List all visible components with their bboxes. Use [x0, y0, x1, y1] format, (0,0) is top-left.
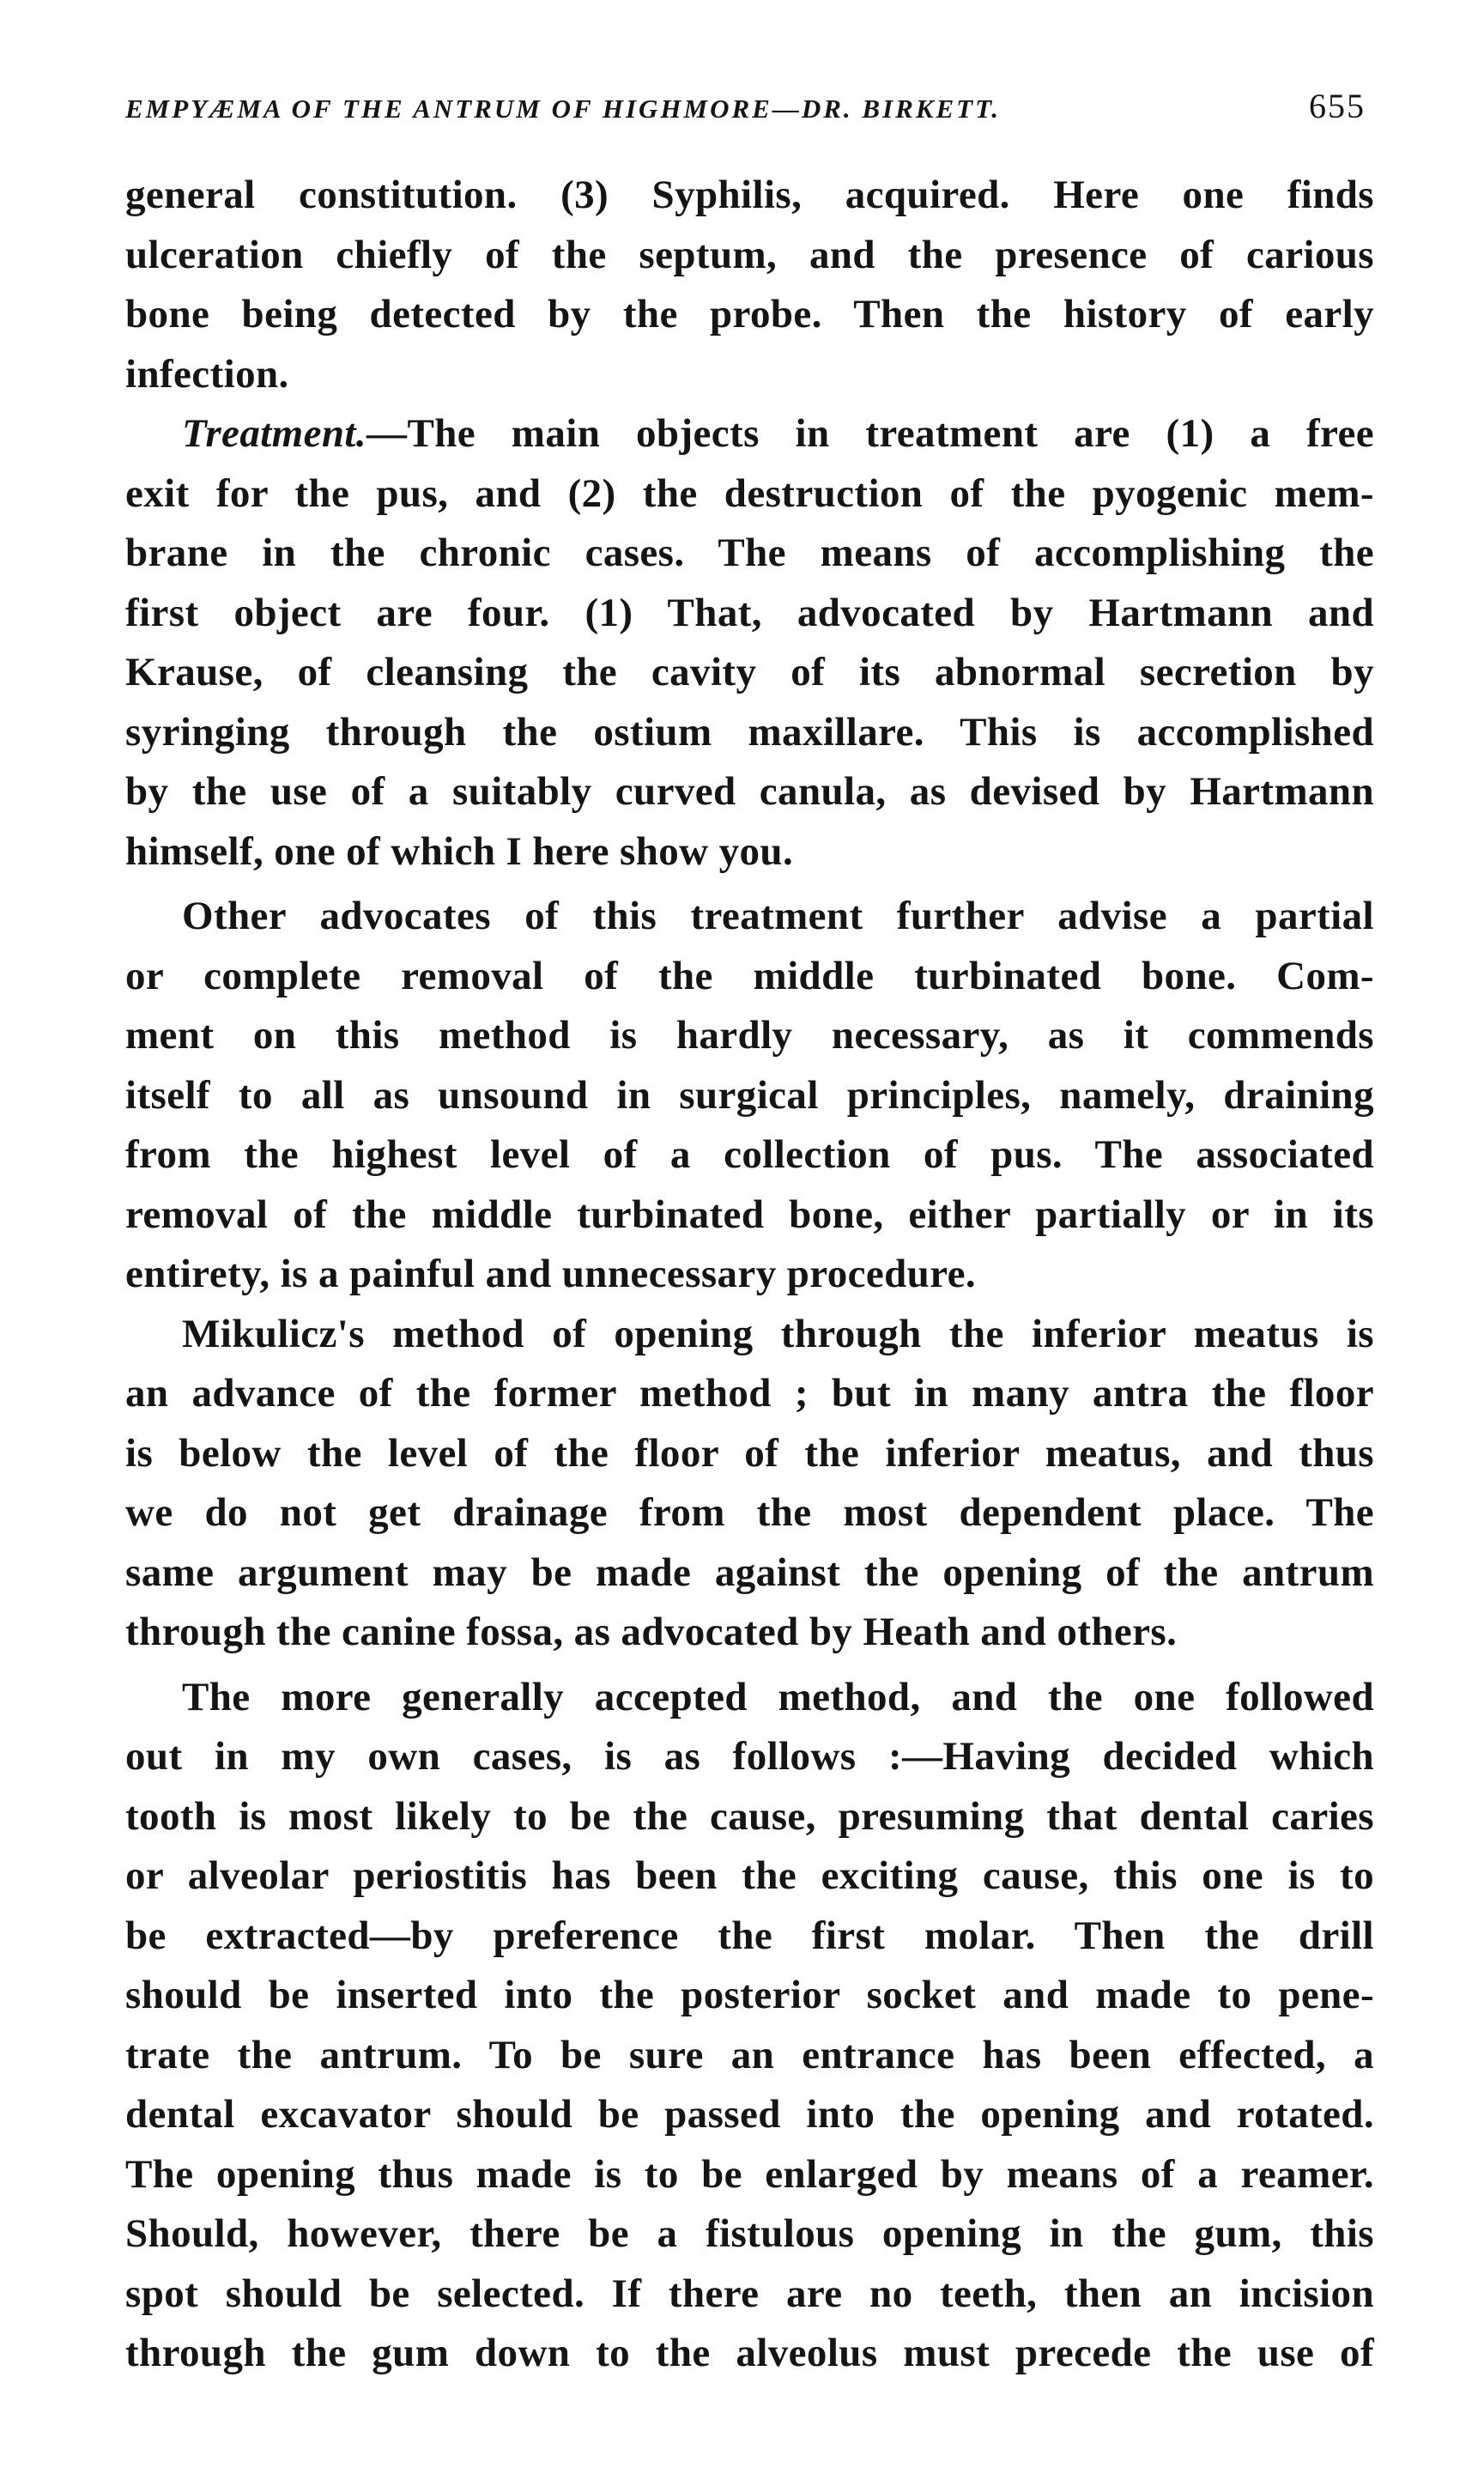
text-line: through the canine fossa, as advocated by Heath and others. — [125, 1610, 1178, 1654]
text-line: The more generally accepted method, and the one followed — [182, 1674, 1374, 1719]
text-line: or complete removal of the middle turbinated bone. Com- — [125, 953, 1374, 998]
text-line: bone being detected by the probe. Then the history of early — [125, 292, 1374, 337]
text-line: ulceration chiefly of the septum, and the presence of carious — [125, 232, 1374, 277]
page-number: 655 — [1309, 87, 1366, 125]
paragraph-3 — [125, 887, 1374, 1305]
text-line: Mikulicz's method of opening through the inferior meatus is — [182, 1311, 1374, 1356]
text-line: The opening thus made is to be enlarged by means of a reamer. — [125, 2151, 1374, 2197]
text-line: is below the level of the floor of the inferior meatus, and thus — [125, 1430, 1374, 1476]
text-line — [125, 404, 1374, 464]
text-line: or alveolar periostitis has been the exciting cause, this one is to — [125, 1853, 1374, 1898]
text-line: spot should be selected. If there are no teeth, then an incision — [125, 2271, 1374, 2316]
text-line: dental excavator should be passed into the opening and rotated. — [125, 2092, 1374, 2137]
text-line: out in my own cases, is as follows :—Having decided which — [125, 1734, 1374, 1779]
text-line: Other advocates of this treatment further advise a partial — [182, 894, 1374, 938]
text-line: general constitution. (3) Syphilis, acquired. Here one finds — [125, 173, 1374, 217]
text-line: we do not get drainage from the most dependent place. The — [125, 1490, 1374, 1535]
text-line: removal of the middle turbinated bone, either partially or in its — [125, 1192, 1374, 1237]
text-line: Should, however, there be a fistulous opening in the gum, this — [125, 2211, 1374, 2256]
treatment-heading: Treatment. — [182, 411, 367, 456]
text-line: exit for the pus, and (2) the destruction of the pyogenic mem- — [125, 470, 1374, 516]
paragraph-2 — [125, 404, 1374, 882]
text-line: through the gum down to the alveolus must precede the use of — [125, 2331, 1374, 2375]
text-line: from the highest level of a collection of pus. The associated — [125, 1132, 1374, 1177]
text-line: tooth is most likely to be the cause, presuming that dental caries — [125, 1793, 1374, 1839]
paragraph-1 — [125, 166, 1374, 404]
text-line: Krause, of cleansing the cavity of its abnormal secretion by — [125, 650, 1374, 694]
text-line: itself to all as unsound in surgical principles, namely, draining — [125, 1072, 1374, 1118]
text-line: should be inserted into the posterior socket and made to pene- — [125, 1973, 1374, 2017]
text-line: trate the antrum. To be sure an entrance has been effected, a — [125, 2032, 1374, 2077]
text-line: brane in the chronic cases. The means of accomplishing the — [125, 531, 1374, 575]
text-line: first object are four. (1) That, advocated by Hartmann and — [125, 590, 1374, 635]
paragraph-5 — [125, 1668, 1374, 2384]
text-line: entirety, is a painful and unnecessary procedure. — [125, 1252, 977, 1296]
running-head-title: EMPYÆMA OF THE ANTRUM OF HIGHMORE—DR. BIRKETT. — [125, 94, 1001, 124]
text-line: syringing through the ostium maxillare. This is accomplished — [125, 709, 1374, 755]
text-line: infection. — [125, 351, 289, 397]
text-line: an advance of the former method ; but in many antra the floor — [125, 1371, 1374, 1416]
text-line: be extracted—by preference the first molar. Then the drill — [125, 1913, 1374, 1958]
text-line: ment on this method is hardly necessary, as it commends — [125, 1013, 1374, 1058]
paragraph-4 — [125, 1305, 1374, 1663]
running-head — [125, 86, 1374, 126]
text-line: same argument may be made against the opening of the antrum — [125, 1549, 1374, 1595]
body-text — [125, 166, 1374, 2384]
treatment-line-rest: —The main objects in treatment are (1) a free — [366, 411, 1374, 456]
text-line: by the use of a suitably curved canula, as devised by Hartmann — [125, 769, 1374, 814]
text-line: himself, one of which I here show you. — [125, 828, 794, 874]
